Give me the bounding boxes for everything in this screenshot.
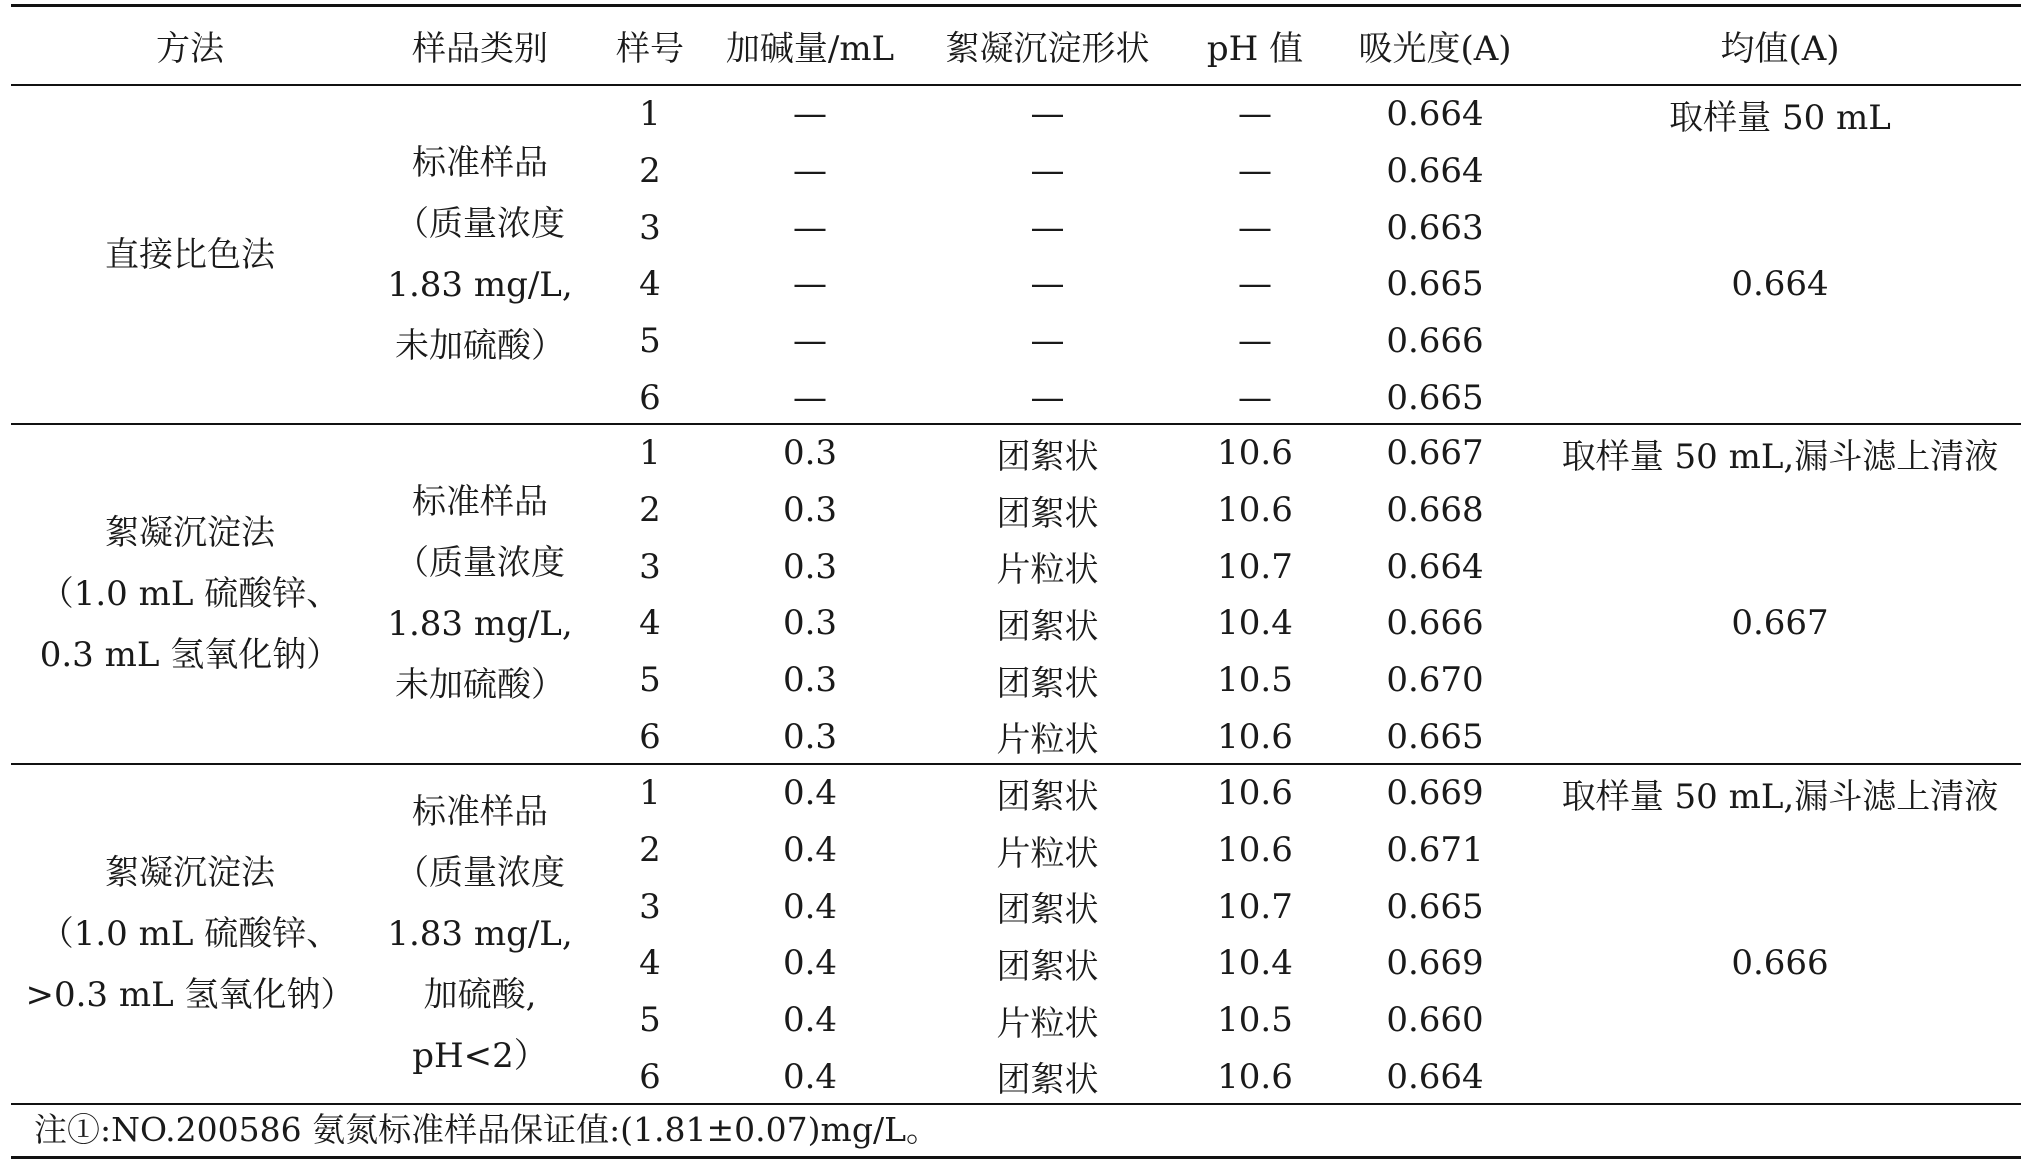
cell-abs: 0.669 bbox=[1386, 773, 1484, 814]
cell-abs: 0.667 bbox=[1386, 433, 1484, 474]
cell-alkali: 0.4 bbox=[782, 886, 838, 927]
cell-floc: 团絮状 bbox=[996, 663, 1099, 704]
sample-type-line: 未加硫酸） bbox=[395, 665, 565, 705]
header-ph: pH 值 bbox=[1206, 28, 1304, 69]
cell-ph: — bbox=[1238, 94, 1272, 135]
cell-alkali: 0.3 bbox=[782, 490, 838, 531]
cell-floc: 团絮状 bbox=[996, 493, 1099, 534]
cell-abs: 0.660 bbox=[1386, 1000, 1484, 1041]
method-line: >0.3 mL 氢氧化钠） bbox=[25, 974, 355, 1015]
cell-no: 2 bbox=[639, 151, 661, 192]
cell-ph: 10.4 bbox=[1217, 943, 1293, 984]
cell-floc: — bbox=[1030, 151, 1065, 192]
cell-alkali: — bbox=[793, 207, 827, 248]
cell-floc: 团絮状 bbox=[996, 890, 1099, 931]
cell-ph: 10.6 bbox=[1217, 830, 1293, 871]
cell-floc: 团絮状 bbox=[996, 946, 1099, 987]
cell-ph: — bbox=[1238, 377, 1272, 418]
header-mean: 均值(A) bbox=[1720, 28, 1840, 69]
cell-abs: 0.665 bbox=[1386, 886, 1484, 927]
cell-alkali: 0.4 bbox=[782, 773, 838, 814]
cell-no: 2 bbox=[639, 830, 661, 871]
cell-ph: 10.6 bbox=[1217, 490, 1293, 531]
cell-alkali: 0.4 bbox=[782, 943, 838, 984]
cell-ph: 10.6 bbox=[1217, 716, 1293, 757]
method-line: 絮凝沉淀法 bbox=[105, 852, 275, 893]
cell-floc: 片粒状 bbox=[996, 550, 1099, 591]
cell-floc: 片粒状 bbox=[996, 833, 1099, 874]
cell-alkali: 0.3 bbox=[782, 433, 838, 474]
cell-floc: 团絮状 bbox=[996, 436, 1099, 477]
cell-abs: 0.669 bbox=[1386, 943, 1484, 984]
cell-alkali: — bbox=[793, 377, 827, 418]
cell-floc: — bbox=[1030, 94, 1065, 135]
cell-abs: 0.665 bbox=[1386, 264, 1484, 305]
mean-cell: 0.664 bbox=[1731, 264, 1829, 305]
sample-type-line: 1.83 mg/L, bbox=[387, 265, 573, 305]
cell-no: 1 bbox=[639, 433, 661, 474]
cell-no: 2 bbox=[639, 490, 661, 531]
cell-abs: 0.665 bbox=[1386, 377, 1484, 418]
cell-ph: 10.5 bbox=[1217, 660, 1293, 701]
sample-type-cell bbox=[360, 86, 600, 424]
header-method: 方法 bbox=[156, 28, 224, 69]
method-cell bbox=[20, 425, 360, 763]
sample-type-line: 未加硫酸） bbox=[395, 326, 565, 366]
cell-floc: 片粒状 bbox=[996, 720, 1099, 761]
sample-type-line: 1.83 mg/L, bbox=[387, 604, 573, 644]
cell-ph: 10.5 bbox=[1217, 1000, 1293, 1041]
cell-ph: 10.6 bbox=[1217, 1056, 1293, 1097]
cell-ph: 10.7 bbox=[1217, 546, 1293, 587]
cell-no: 5 bbox=[639, 660, 661, 701]
cell-abs: 0.666 bbox=[1386, 603, 1484, 644]
cell-alkali: — bbox=[793, 94, 827, 135]
sample-type-line: 标准样品 bbox=[412, 791, 548, 832]
sample-type-line: （质量浓度 bbox=[395, 543, 565, 583]
sample-type-line: （质量浓度 bbox=[395, 852, 565, 893]
mean-cell: 0.666 bbox=[1731, 943, 1829, 984]
remark-cell: 取样量 50 mL,漏斗滤上清液 bbox=[1561, 436, 1999, 477]
sample-type-line: pH<2） bbox=[412, 1035, 548, 1076]
cell-alkali: — bbox=[793, 264, 827, 305]
cell-floc: 片粒状 bbox=[996, 1003, 1099, 1044]
cell-no: 6 bbox=[639, 716, 661, 757]
cell-ph: 10.6 bbox=[1217, 773, 1293, 814]
cell-alkali: 0.4 bbox=[782, 1000, 838, 1041]
cell-abs: 0.670 bbox=[1386, 660, 1484, 701]
method-line: （1.0 mL 硫酸锌、 bbox=[39, 573, 341, 614]
header-floc-shape: 絮凝沉淀形状 bbox=[945, 28, 1150, 69]
cell-floc: — bbox=[1030, 377, 1065, 418]
cell-floc: — bbox=[1030, 207, 1065, 248]
method-cell bbox=[20, 765, 360, 1103]
cell-abs: 0.665 bbox=[1386, 716, 1484, 757]
cell-ph: — bbox=[1238, 321, 1272, 362]
method-cell bbox=[20, 86, 360, 424]
cell-abs: 0.664 bbox=[1386, 94, 1484, 135]
sample-type-line: 加硫酸, bbox=[423, 974, 537, 1015]
remark-cell: 取样量 50 mL bbox=[1669, 97, 1891, 138]
cell-alkali: — bbox=[793, 321, 827, 362]
note-bottom-rule bbox=[11, 1156, 2021, 1159]
method-line: （1.0 mL 硫酸锌、 bbox=[39, 913, 341, 954]
remark-cell: 取样量 50 mL,漏斗滤上清液 bbox=[1561, 776, 1999, 817]
sample-type-line: 标准样品 bbox=[412, 482, 548, 522]
sample-type-line: （质量浓度 bbox=[395, 204, 565, 244]
cell-floc: 团絮状 bbox=[996, 606, 1099, 647]
cell-no: 4 bbox=[639, 264, 661, 305]
cell-alkali: 0.3 bbox=[782, 546, 838, 587]
cell-abs: 0.668 bbox=[1386, 490, 1484, 531]
cell-no: 4 bbox=[639, 603, 661, 644]
cell-abs: 0.663 bbox=[1386, 207, 1484, 248]
method-line: 0.3 mL 氢氧化钠） bbox=[39, 634, 341, 675]
cell-abs: 0.664 bbox=[1386, 151, 1484, 192]
sample-type-cell bbox=[360, 765, 600, 1103]
header-sample-no: 样号 bbox=[616, 28, 684, 69]
method-line: 絮凝沉淀法 bbox=[105, 512, 275, 553]
cell-alkali: 0.4 bbox=[782, 830, 838, 871]
cell-alkali: 0.4 bbox=[782, 1056, 838, 1097]
cell-abs: 0.666 bbox=[1386, 321, 1484, 362]
cell-ph: — bbox=[1238, 207, 1272, 248]
sample-type-line: 标准样品 bbox=[412, 143, 548, 183]
cell-no: 4 bbox=[639, 943, 661, 984]
header-alkali: 加碱量/mL bbox=[725, 28, 895, 69]
method-line: 直接比色法 bbox=[105, 234, 275, 275]
cell-ph: — bbox=[1238, 264, 1272, 305]
cell-abs: 0.664 bbox=[1386, 546, 1484, 587]
cell-abs: 0.671 bbox=[1386, 830, 1484, 871]
cell-no: 5 bbox=[639, 321, 661, 362]
mean-cell: 0.667 bbox=[1731, 603, 1829, 644]
cell-alkali: 0.3 bbox=[782, 603, 838, 644]
cell-no: 5 bbox=[639, 1000, 661, 1041]
cell-ph: 10.4 bbox=[1217, 603, 1293, 644]
cell-no: 1 bbox=[639, 773, 661, 814]
cell-no: 1 bbox=[639, 94, 661, 135]
cell-no: 3 bbox=[639, 546, 661, 587]
top-rule bbox=[11, 4, 2021, 7]
cell-floc: 团絮状 bbox=[996, 776, 1099, 817]
header-absorbance: 吸光度(A) bbox=[1358, 28, 1512, 69]
footnote: 注①:NO.200586 氨氮标准样品保证值:(1.81±0.07)mg/L。 bbox=[34, 1110, 939, 1149]
cell-floc: 团絮状 bbox=[996, 1060, 1099, 1101]
cell-abs: 0.664 bbox=[1386, 1056, 1484, 1097]
cell-ph: — bbox=[1238, 151, 1272, 192]
cell-floc: — bbox=[1030, 321, 1065, 362]
cell-no: 6 bbox=[639, 1056, 661, 1097]
sample-type-line: 1.83 mg/L, bbox=[387, 913, 573, 954]
cell-floc: — bbox=[1030, 264, 1065, 305]
cell-no: 3 bbox=[639, 207, 661, 248]
cell-no: 3 bbox=[639, 886, 661, 927]
cell-no: 6 bbox=[639, 377, 661, 418]
cell-alkali: 0.3 bbox=[782, 660, 838, 701]
header-sample-type: 样品类别 bbox=[412, 28, 548, 69]
sample-type-cell bbox=[360, 425, 600, 763]
cell-ph: 10.7 bbox=[1217, 886, 1293, 927]
cell-alkali: — bbox=[793, 151, 827, 192]
cell-ph: 10.6 bbox=[1217, 433, 1293, 474]
cell-alkali: 0.3 bbox=[782, 716, 838, 757]
